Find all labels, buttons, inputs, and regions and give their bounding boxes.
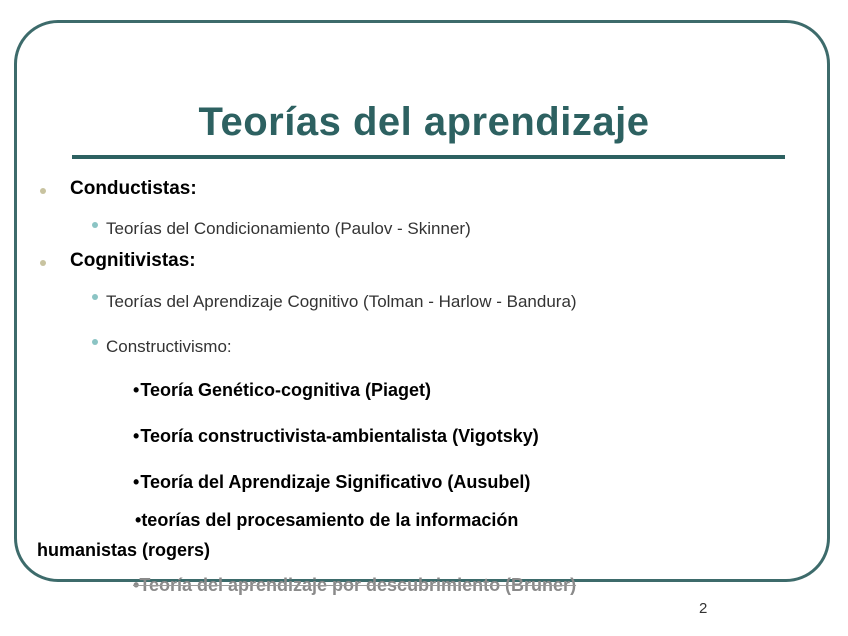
item-procesamiento — [37, 505, 597, 565]
bullet-icon: • — [133, 575, 140, 595]
item-bruner-text: Teoría del aprendizaje por descubrimiento (Bruner) — [139, 575, 577, 595]
page-number: 2 — [699, 600, 708, 617]
heading-conductistas: Conductistas: — [70, 178, 197, 199]
bullet-icon — [92, 294, 98, 300]
title-underline — [72, 155, 785, 159]
bullet-icon — [92, 339, 98, 345]
item-aprendizaje-cognitivo: Teorías del Aprendizaje Cognitivo (Tolman - Harlow - Bandura) — [106, 292, 577, 311]
item-vigotsky — [133, 426, 539, 447]
bullet-icon — [92, 222, 98, 228]
item-piaget — [133, 380, 431, 401]
bullet-icon: • — [133, 472, 140, 492]
bullet-icon — [40, 188, 46, 194]
item-piaget-text: Teoría Genético-cognitiva (Piaget) — [140, 380, 432, 400]
bullet-icon — [40, 260, 46, 266]
heading-cognitivistas: Cognitivistas: — [70, 250, 196, 271]
item-ausubel-text: Teoría del Aprendizaje Significativo (Ausubel) — [140, 472, 531, 492]
item-constructivismo: Constructivismo: — [106, 337, 232, 356]
item-procesamiento-line2: humanistas (rogers) — [37, 540, 211, 560]
slide-title: Teorías del aprendizaje — [198, 100, 650, 144]
item-bruner — [133, 575, 576, 596]
bullet-icon: • — [135, 510, 142, 530]
item-procesamiento-line1: teorías del procesamiento de la información — [141, 510, 519, 530]
item-ausubel — [133, 472, 530, 493]
item-condicionamiento: Teorías del Condicionamiento (Paulov - Skinner) — [106, 219, 471, 238]
bullet-icon: • — [133, 426, 140, 446]
bullet-icon: • — [133, 380, 140, 400]
item-vigotsky-text: Teoría constructivista-ambientalista (Vigotsky) — [140, 426, 539, 446]
